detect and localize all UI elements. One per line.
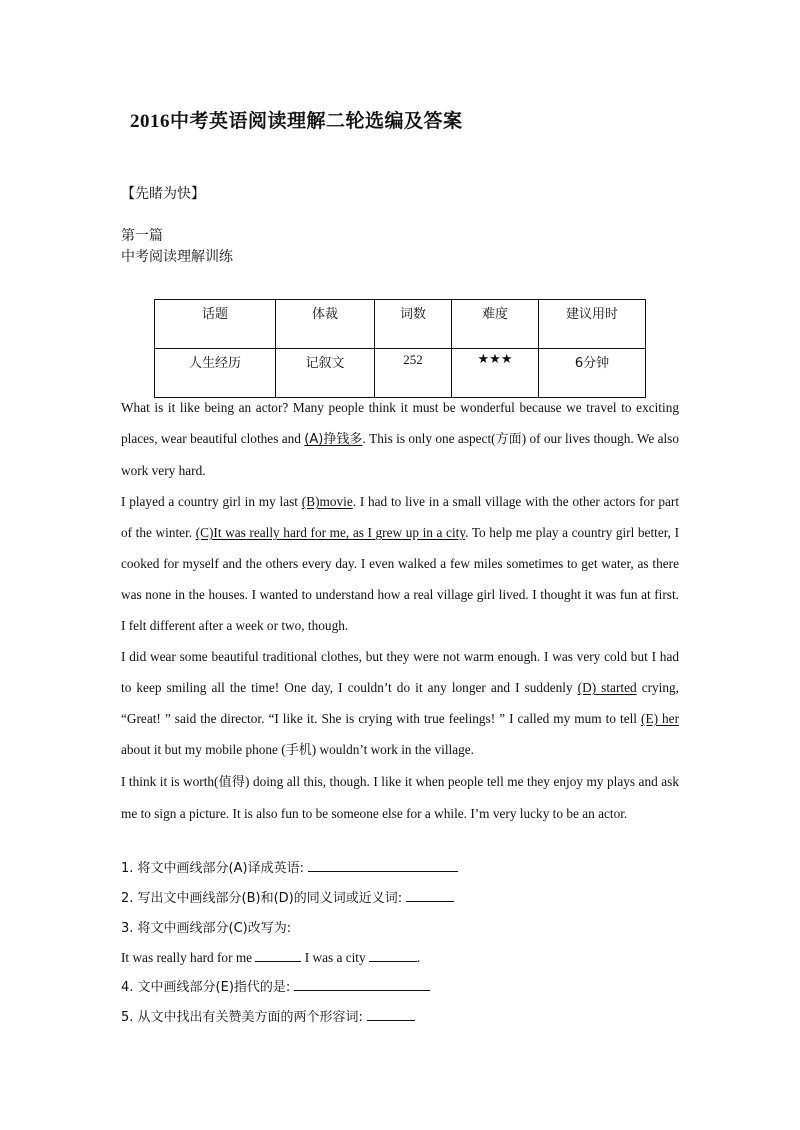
question-text: It was really hard for me bbox=[121, 950, 256, 965]
passage-text: crying, “Great! ” said the director. “I like it. She is crying with true feelings! ” I called my mum to tell bbox=[121, 680, 679, 726]
passage-text: . This is only one aspect( bbox=[362, 431, 496, 446]
passage-text: I played a country girl in my last bbox=[121, 494, 302, 509]
paragraph-4 bbox=[121, 766, 679, 829]
passage-info-table bbox=[154, 299, 646, 398]
answer-blank[interactable] bbox=[369, 947, 417, 962]
passage-text: ) doing all this, though. I like it when people tell me they enjoy my plays and ask me to sign a picture. It is also fun to be someone else for a while. I’m very lucky to be an actor. bbox=[121, 774, 679, 821]
question-list bbox=[121, 853, 679, 1032]
answer-blank[interactable] bbox=[367, 1006, 415, 1021]
question-text: I was a city bbox=[301, 950, 369, 965]
question-4 bbox=[121, 972, 679, 1002]
answer-blank[interactable] bbox=[294, 976, 430, 991]
question-3 bbox=[121, 913, 679, 943]
passage-text: What is it like being an actor? Many people think it must be wonderful because we travel to exciting places, wear beautiful clothes and bbox=[121, 400, 679, 446]
question-text: . bbox=[416, 950, 421, 965]
answer-blank[interactable] bbox=[308, 857, 458, 872]
gloss-text: 值得 bbox=[218, 775, 246, 790]
passage-label: 第一篇 bbox=[121, 228, 163, 244]
passage-subtitle: 中考阅读理解训练 bbox=[121, 249, 233, 265]
answer-blank[interactable] bbox=[406, 887, 454, 902]
passage-text: about it but my mobile phone ( bbox=[121, 742, 286, 757]
table-header-cell: 建议用时 bbox=[539, 300, 646, 349]
question-text: 2. 写出文中画线部分(B)和(D)的同义词或近义词: bbox=[121, 891, 407, 906]
table-cell-difficulty: ★★★ bbox=[452, 349, 539, 398]
question-3-line bbox=[121, 943, 679, 972]
passage-text: I think it is worth( bbox=[121, 774, 219, 789]
question-text: 3. 将文中画线部分(C)改写为: bbox=[121, 921, 292, 936]
gloss-text: 方面 bbox=[495, 432, 522, 447]
passage-text: I did wear some beautiful traditional clothes, but they were not warm enough. I was very cold but I had to keep smiling all the time! One day, I couldn’t do it any longer and I suddenly bbox=[121, 649, 679, 695]
table-cell-time: 6分钟 bbox=[539, 349, 646, 398]
question-text: 4. 文中画线部分(E)指代的是: bbox=[121, 980, 295, 995]
underlined-c: (C)It was really hard for me, as I grew up in a city bbox=[195, 525, 466, 540]
passage-text: ) wouldn’t work in the village. bbox=[311, 742, 474, 757]
underlined-e: (E) her bbox=[641, 711, 680, 726]
table-header-cell: 话题 bbox=[155, 300, 276, 349]
table-cell-genre: 记叙文 bbox=[276, 349, 375, 398]
underlined-d: (D) started bbox=[577, 680, 637, 695]
gloss-text: 手机 bbox=[285, 743, 312, 758]
paragraph-2 bbox=[121, 486, 679, 641]
question-5 bbox=[121, 1002, 679, 1032]
table-header-row bbox=[155, 300, 646, 349]
passage-text: . To help me play a country girl better, I cooked for myself and the others every day. I even walked a few miles sometimes to get water, as there was none in the houses. I wanted to understand how a real village girl lived. I thought it was fun at first. I felt different after a week or two, though. bbox=[121, 525, 679, 633]
paragraph-1 bbox=[121, 392, 679, 486]
question-text: 1. 将文中画线部分(A)译成英语: bbox=[121, 861, 309, 876]
document-title: 2016中考英语阅读理解二轮选编及答案 bbox=[130, 111, 463, 132]
section-tag: 【先睹为快】 bbox=[121, 186, 205, 202]
question-2 bbox=[121, 883, 679, 913]
answer-blank[interactable] bbox=[255, 947, 301, 962]
underlined-a: (A)挣钱多 bbox=[304, 432, 363, 447]
passage-text: ) of our lives though. We also work very hard. bbox=[121, 431, 679, 478]
table-header-cell: 词数 bbox=[375, 300, 452, 349]
reading-passage bbox=[121, 392, 679, 829]
table-cell-topic: 人生经历 bbox=[155, 349, 276, 398]
paragraph-3 bbox=[121, 641, 679, 766]
table-header-cell: 难度 bbox=[452, 300, 539, 349]
question-text: 5. 从文中找出有关赞美方面的两个形容词: bbox=[121, 1010, 368, 1025]
underlined-b: (B)movie bbox=[301, 494, 353, 509]
passage-text: . I had to live in a small village with the other actors for part of the winter. bbox=[121, 494, 680, 540]
table-header-cell: 体裁 bbox=[276, 300, 375, 349]
question-1 bbox=[121, 853, 679, 883]
table-row bbox=[155, 349, 646, 398]
table-cell-wordcount: 252 bbox=[375, 349, 452, 398]
